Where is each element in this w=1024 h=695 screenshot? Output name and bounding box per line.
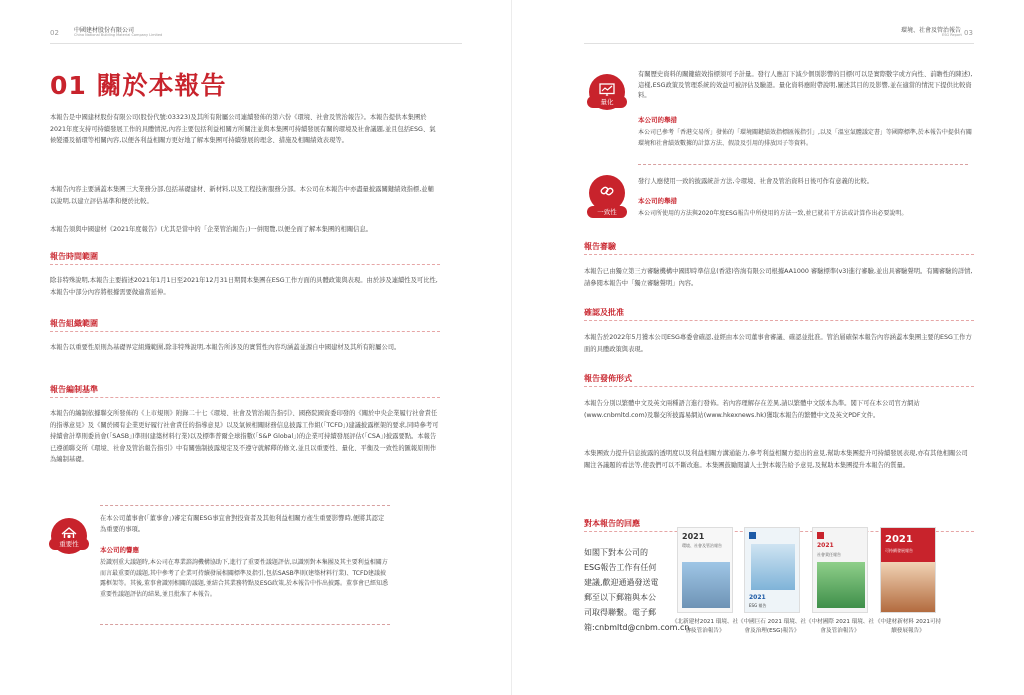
materiality-sub-text: 於識別重大議題時,本公司在專業諮詢機構協助下,進行了重要性議題評估,以識別對本集團及其主要利益相關方而言最重要的議題,其中參考了企業可持續發展相關標準及指引,包括SASB準則(建築材料行業)、TCFD建議披露框架等。其後,董事會識別相關的議題,並結合其業務特點及ESG政策,於本報告中作出披露。董事會已經知悉重要性議題評估的結果,並且批准了本報告。	[100, 559, 388, 598]
intro-paragraph-2: 本報告內容主要涵蓋本集團三大業務分部,包括基礎建材、新材料,以及工程技術服務分部。本公司在本報告中亦盡量披露關鍵績效指標,並輔以說明,以建立評估基準和便於比較。	[50, 186, 434, 205]
left-header-rule	[50, 43, 462, 44]
left-page-number: 02	[50, 29, 59, 37]
cover-year: 2021	[749, 594, 766, 601]
intro-paragraph-1: 本報告是中國建材股份有限公司(股份代號:03323)及其所有附屬公司連續發佈的第六份《環境、社會及管治報告》。本報告提供本集團於2021年度支持可持續發展工作的具體情況,內容主要包括利益相關方所關注並與本集團可持續發展有關的環境及社會議題,並且包括ESG、氣候變遷及循環等相關內容,以便各利益相關方更好地了解本集團可持續發展的理念、措施及相關績效表現等。	[50, 114, 436, 144]
report-cover-2	[744, 527, 800, 613]
cover-building-image	[682, 562, 730, 608]
section-rule	[584, 320, 974, 321]
consistency-badge-label: 一致性	[587, 206, 627, 218]
consistency-sub-text: 本公司所使用的方法與2020年度ESG報告中所使用的方法一致,並已就若干方法或計算作出必要說明。	[638, 210, 908, 217]
section-rule	[584, 386, 974, 387]
cover-logo	[749, 532, 756, 539]
format-text: 本報告分別以繁體中文及英文兩種語言進行發佈。若內容理解存在差異,請以繁體中文版本為準。閣下可在本公司官方網站(www.cnbmltd.com)及聯交所披露易網站(www.hkexnews.hk)獲取本報告的繁體中文及英文PDF文件。	[584, 400, 920, 419]
basis-text: 本報告的編制依據聯交所發佈的《上市規則》附錄二十七《環境、社會及管治報告指引》、國務院國資委印發的《關於中央企業履行社會責任的指導意見》及《關於國有企業更好履行社會責任的指導意見》以及氣候相關財務信息披露工作組(「TCFD」)建議披露框架的要求,同時參考可持續會計準則委員會(「SASB」)準則(建築材料行業)以及標準普爾全球指數(「S&P Global」)的企業可持續發展評估(「CSA」)披露要點。本報告已遵循聯交所《環境、社會及管治報告指引》中有關強制披露規定及不遵守就解釋的條文,並且以重要性、量化、平衡及一致性的匯報原則作為編制基礎。	[50, 410, 439, 463]
consistency-sub-heading: 本公司的舉措	[638, 197, 677, 205]
materiality-bottom-rule	[100, 624, 390, 625]
materiality-text: 在本公司董事會(「董事會」)審定有關ESG事宜會對投資者及其他利益相關方產生重要影響時,便將其認定為重要的事項。	[100, 515, 385, 533]
org-scope-text: 本報告以重要性原則為基礎界定組織範圍,除非特殊說明,本報告所涉及的實質性內容均涵蓋並源自中國建材及其所有附屬公司。	[50, 344, 401, 351]
materiality-badge-label: 重要性	[49, 538, 89, 550]
cover-logo	[817, 532, 824, 539]
section-heading-basis: 報告編制基準	[50, 385, 98, 394]
company-name-cn: 中國建材股份有限公司	[74, 27, 135, 34]
quantitative-sub-text: 本公司已參考「香港交易所」發佈的「環境關鍵績效指標匯報指引」,以及「溫室氣體議定書」等國際標準,於本報告中提供有關環境和社會績效數據的計算方法、假設及引用的排放因子等資料。	[638, 129, 972, 147]
cover-title: 可持續發展報告	[885, 548, 913, 553]
link-icon	[598, 182, 616, 200]
section-heading-org-scope: 報告組織範圍	[50, 319, 98, 328]
cover-landscape-image	[817, 562, 865, 608]
approval-text: 本報告於2022年5月獲本公司ESG專委會確認,並經由本公司董事會審議、確認並批准。管治層確保本報告內容涵蓋本集團主要的ESG工作方面的具體政策與表現。	[584, 334, 972, 353]
cover-photo-image	[881, 562, 936, 613]
cover-title: 社會責任報告	[817, 552, 841, 557]
section-heading-approval: 確認及批准	[584, 308, 624, 317]
section-rule	[584, 254, 974, 255]
cover-title: 環境、社會及管治報告	[682, 543, 722, 548]
quantitative-badge-label: 量化	[587, 96, 627, 108]
section-heading-time-range: 報告時間範圍	[50, 252, 98, 261]
time-range-text: 除非特殊說明,本報告主要描述2021年1月1日至2021年12月31日期間本集團在ESG工作方面的具體政策與表現。由於涉及連續性及可比性,本報告中部分內容將根據需要做適當延伸。	[50, 277, 438, 296]
feedback-contact-text: 如閣下對本公司的ESG報告工作有任何建議,歡迎通過發送電郵至以下郵箱與本公司取得聯繫。電子郵箱:cnbmltd@cnbm.com.cn。	[584, 548, 698, 632]
cover-caption-1: 《北新建材2021 環境、社會及管治報告》	[671, 619, 739, 634]
right-header-section: 環境、社會及管治報告	[901, 27, 962, 34]
section-heading-feedback: 對本報告的回應	[584, 519, 640, 528]
cover-year: 2021	[682, 532, 705, 541]
quantitative-bottom-rule	[638, 164, 968, 165]
section-rule	[50, 397, 440, 398]
materiality-sub-heading: 本公司的響應	[100, 546, 139, 554]
quantitative-text: 有關歷史資料的關鍵績效指標須可予計量。發行人應訂下減少個別影響的目標(可以是實際數字或方向性、前瞻性的陳述),這樣,ESG政策及管理系統的效益可被評估及驗證。量化資料應附帶說明,闡述其目的及影響,並在適當的情況下提供比較資料。	[638, 71, 973, 99]
materiality-top-rule	[100, 505, 390, 506]
section-heading-assurance: 報告審驗	[584, 242, 616, 251]
page-title: 01 關於本報告	[50, 71, 227, 100]
cover-caption-3: 《中材國際 2021 環境、社會及管治報告》	[805, 619, 875, 634]
right-header-sub: ESG Report	[942, 33, 962, 37]
report-cover-3	[812, 527, 868, 613]
company-name-en: China National Building Material Company Limited	[74, 33, 163, 37]
format-text-2: 本集團致力提升信息披露的透明度以及利益相關方溝通能力,參考利益相關方提出的意見,幫助本集團提升可持續發展表現,亦有其他相關公司關注各議題的看法等,使我們可以不斷改進。本集團鼓勵閱讀人士對本報告給予意見,及幫助本集團提升本報告的質量。	[584, 450, 968, 469]
consistency-text: 發行人應使用一致的披露統計方法,令環境、社會及管治資料日後可作有意義的比較。	[638, 178, 873, 185]
cover-tower-image	[751, 544, 795, 590]
right-header-rule	[584, 43, 974, 44]
report-cover-4	[880, 527, 936, 613]
right-page-number: 03	[964, 29, 973, 37]
section-rule	[50, 264, 440, 265]
cover-caption-2: 《中國巨石 2021 環境、社會及治理(ESG)報告》	[737, 619, 807, 634]
cover-year: 2021	[885, 534, 913, 545]
cover-year: 2021	[817, 542, 834, 549]
quantitative-sub-heading: 本公司的舉措	[638, 116, 677, 124]
section-heading-format: 報告發佈形式	[584, 374, 632, 383]
section-rule	[50, 331, 440, 332]
cover-title: ESG 報告	[749, 603, 767, 608]
assurance-text: 本報告已由獨立第三方審驗機構中國即時準信息(香港)咨詢有限公司根據AA1000 審驗標準(v3)進行審驗,並出具審驗聲明。有關審驗的詳情,請參閱本報告中「獨立審驗聲明」內容。	[584, 268, 973, 287]
report-cover-1	[677, 527, 733, 613]
intro-paragraph-3: 本報告須與中國建材《2021年度報告》(尤其是當中的「企業管治報告」)一併閱覽,以便全面了解本集團的相關信息。	[50, 226, 373, 233]
cover-caption-4: 《中建材新材料 2021可持續發展報告》	[874, 619, 942, 634]
